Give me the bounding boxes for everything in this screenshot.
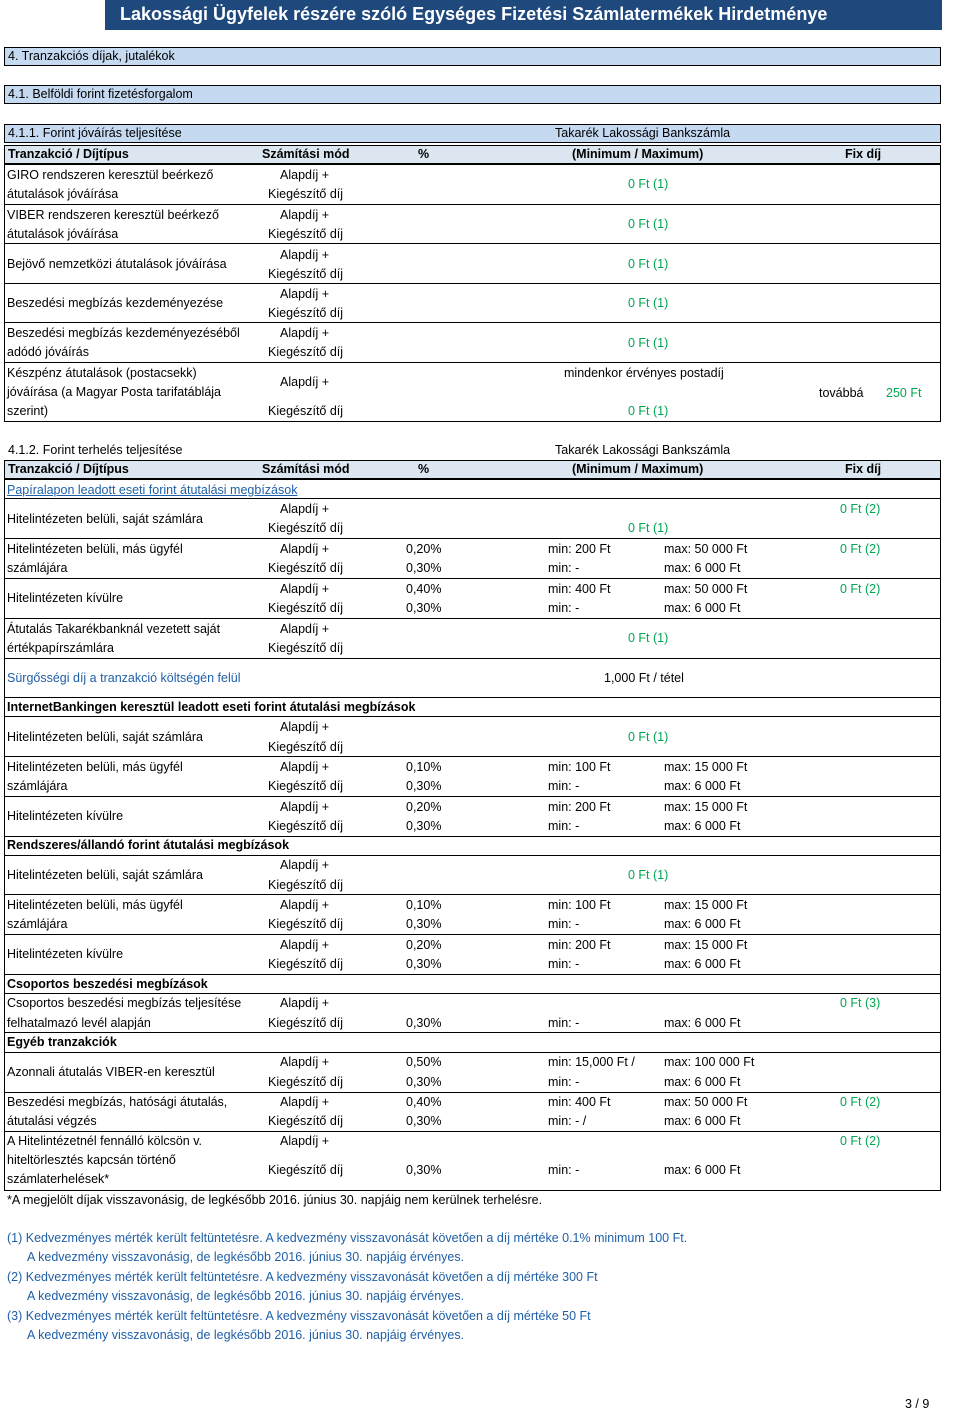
fee-value: 0 Ft (1) (628, 177, 669, 191)
max-value: max: 15 000 Ft (664, 938, 748, 952)
base-label: Alapdíj + (280, 248, 329, 262)
row-divider (4, 322, 941, 323)
st-outside-label: Hitelintézeten kívülre (7, 947, 124, 961)
base-label: Alapdíj + (280, 800, 329, 814)
row-divider (4, 538, 941, 539)
max-value: max: 6 000 Ft (664, 1016, 741, 1030)
note-3-validity: A kedvezmény visszavonásig, de legkésőbb 2016. június 30. napjáig érvényes. (27, 1328, 465, 1342)
extra-label: Kiegészítő díj (268, 227, 344, 241)
footnote-star: *A megjelölt díjak visszavonásig, de legkésőbb 2016. június 30. napjáig nem kerülnek terhelésre. (7, 1193, 543, 1207)
row-divider (4, 697, 941, 698)
paper-outside-label: Hitelintézeten kívülre (7, 591, 124, 605)
t1-r5-label-1: Beszedési megbízás kezdeményezéséből (7, 326, 240, 340)
ib-section-title: InternetBankingen keresztül leadott eseti forint átutalási megbízások (7, 700, 416, 714)
row-divider (4, 993, 941, 994)
col-method: Számítási mód (262, 147, 350, 161)
min-value: min: - / (548, 1114, 587, 1128)
pct-value: 0,10% (406, 760, 442, 774)
urgent-label: Sürgősségi díj a tranzakció költségén felül (7, 671, 241, 685)
max-value: max: 100 000 Ft (664, 1055, 755, 1069)
col-fix: Fix díj (845, 147, 882, 161)
max-value: max: 15 000 Ft (664, 898, 748, 912)
pct-value: 0,30% (406, 1114, 442, 1128)
min-value: min: 400 Ft (548, 582, 611, 596)
pct-value: 0,20% (406, 938, 442, 952)
section-4-title: 4. Tranzakciós díjak, jutalékok (8, 49, 175, 63)
section-41-title: 4.1. Belföldi forint fizetésforgalom (8, 87, 193, 101)
t1-r1-label-2: átutalások jóváírása (7, 187, 119, 201)
base-label: Alapdíj + (280, 582, 329, 596)
min-value: min: 200 Ft (548, 938, 611, 952)
min-value: min: 400 Ft (548, 1095, 611, 1109)
row-divider (4, 618, 941, 619)
pct-value: 0,40% (406, 1095, 442, 1109)
t1-r6-label-1: Készpénz átutalások (postacsekk) (7, 366, 197, 380)
max-value: max: 50 000 Ft (664, 582, 748, 596)
t1-r6-label-2: jóváírása (a Magyar Posta tarifatáblája (7, 385, 221, 399)
fee-value: 0 Ft (1) (628, 521, 669, 535)
postage-note: mindenkor érvényes postadíj (564, 366, 724, 380)
table2-header-bar (4, 460, 941, 479)
st-other-label-2: számlájára (7, 917, 68, 931)
extra-label: Kiegészítő díj (268, 561, 344, 575)
extra-label: Kiegészítő díj (268, 779, 344, 793)
pct-value: 0,30% (406, 561, 442, 575)
pct-value: 0,30% (406, 957, 442, 971)
col-pct: % (418, 147, 430, 161)
base-label: Alapdíj + (280, 1134, 329, 1148)
base-label: Alapdíj + (280, 375, 329, 389)
fix-fee: 0 Ft (2) (840, 502, 881, 516)
note-1-validity: A kedvezmény visszavonásig, de legkésőbb 2016. június 30. napjáig érvényes. (27, 1250, 465, 1264)
t1-r3-label: Bejövő nemzetközi átutalások jóváírása (7, 257, 227, 271)
max-value: max: 6 000 Ft (664, 1163, 741, 1177)
extra-label: Kiegészítő díj (268, 878, 344, 892)
row-divider (4, 1092, 941, 1093)
page-number: 3 / 9 (905, 1397, 930, 1411)
page-title: Lakossági Ügyfelek részére szóló Egységes Fizetési Számlatermékek Hirdetménye (120, 4, 828, 24)
min-value: min: - (548, 601, 580, 615)
base-label: Alapdíj + (280, 622, 329, 636)
max-value: max: 6 000 Ft (664, 1114, 741, 1128)
col-pct: % (418, 462, 430, 476)
extra-label: Kiegészítő díj (268, 957, 344, 971)
securities-label-2: értékpapírszámlára (7, 641, 114, 655)
base-label: Alapdíj + (280, 287, 329, 301)
fee-value: 0 Ft (1) (628, 868, 669, 882)
row-divider (4, 756, 941, 757)
col-method: Számítási mód (262, 462, 350, 476)
ib-other-label-2: számlájára (7, 779, 68, 793)
min-value: min: - (548, 1075, 580, 1089)
row-divider (4, 855, 941, 856)
extra-label: Kiegészítő díj (268, 521, 344, 535)
fix-fee: 250 Ft (886, 386, 922, 400)
fee-value: 0 Ft (1) (628, 336, 669, 350)
col-minmax: (Minimum / Maximum) (572, 462, 704, 476)
max-value: max: 50 000 Ft (664, 1095, 748, 1109)
note-2-validity: A kedvezmény visszavonásig, de legkésőbb 2016. június 30. napjáig érvényes. (27, 1289, 465, 1303)
base-label: Alapdíj + (280, 1095, 329, 1109)
min-value: min: 15,000 Ft / (548, 1055, 635, 1069)
fix-fee: 0 Ft (2) (840, 542, 881, 556)
fee-value: 0 Ft (1) (628, 730, 669, 744)
standing-section-title: Rendszeres/állandó forint átutalási megbízások (7, 838, 290, 852)
pct-value: 0,30% (406, 819, 442, 833)
extra-label: Kiegészítő díj (268, 345, 344, 359)
fee-value: 0 Ft (1) (628, 257, 669, 271)
row-divider (4, 836, 941, 837)
row-divider (4, 974, 941, 975)
row-divider (4, 658, 941, 659)
table2-title: 4.1.2. Forint terhelés teljesítése (8, 443, 183, 457)
row-divider (4, 1032, 941, 1033)
row-divider (4, 578, 941, 579)
table2-product: Takarék Lakossági Bankszámla (555, 443, 731, 457)
st-other-label-1: Hitelintézeten belüli, más ügyfél (7, 898, 183, 912)
col-type: Tranzakció / Díjtípus (8, 462, 129, 476)
col-minmax: (Minimum / Maximum) (572, 147, 704, 161)
loan-label-1: A Hitelintézetnél fennálló kölcsön v. (7, 1134, 203, 1148)
ib-outside-label: Hitelintézeten kívülre (7, 809, 124, 823)
max-value: max: 6 000 Ft (664, 601, 741, 615)
min-value: min: - (548, 917, 580, 931)
pct-value: 0,20% (406, 800, 442, 814)
max-value: max: 15 000 Ft (664, 800, 748, 814)
paper-section-title: Papíralapon leadott eseti forint átutalási megbízások (7, 483, 298, 497)
direct-label-2: átutalási végzés (7, 1114, 97, 1128)
row-divider (4, 796, 941, 797)
row-divider (4, 1131, 941, 1132)
max-value: max: 6 000 Ft (664, 917, 741, 931)
base-label: Alapdíj + (280, 858, 329, 872)
note-1: (1) Kedvezményes mérték került feltüntetésre. A kedvezmény visszavonását követően a díj mértéke 0.1% minimum 100 Ft. (7, 1231, 688, 1245)
pct-value: 0,30% (406, 917, 442, 931)
pct-value: 0,10% (406, 898, 442, 912)
tovabba-text: továbbá (819, 386, 864, 400)
base-label: Alapdíj + (280, 898, 329, 912)
pct-value: 0,30% (406, 779, 442, 793)
pct-value: 0,30% (406, 1016, 442, 1030)
base-label: Alapdíj + (280, 938, 329, 952)
table1-body (4, 164, 941, 422)
row-divider (4, 934, 941, 935)
row-divider (4, 283, 941, 284)
row-divider (4, 243, 941, 244)
note-2: (2) Kedvezményes mérték került feltüntetésre. A kedvezmény visszavonását követően a díj mértéke 300 Ft (7, 1270, 598, 1284)
st-own-label: Hitelintézeten belüli, saját számlára (7, 868, 203, 882)
min-value: min: - (548, 561, 580, 575)
base-label: Alapdíj + (280, 720, 329, 734)
col-fix: Fix díj (845, 462, 882, 476)
table1-header-bar (4, 145, 941, 164)
pct-value: 0,50% (406, 1055, 442, 1069)
t1-r1-label-1: GIRO rendszeren keresztül beérkező (7, 168, 214, 182)
max-value: max: 6 000 Ft (664, 819, 741, 833)
pct-value: 0,30% (406, 1075, 442, 1089)
base-label: Alapdíj + (280, 1055, 329, 1069)
extra-label: Kiegészítő díj (268, 917, 344, 931)
paper-own-label: Hitelintézeten belüli, saját számlára (7, 512, 203, 526)
min-value: min: - (548, 1163, 580, 1177)
fee-value: 0 Ft (1) (628, 404, 669, 418)
pct-value: 0,30% (406, 1163, 442, 1177)
ib-other-label-1: Hitelintézeten belüli, más ügyfél (7, 760, 183, 774)
extra-label: Kiegészítő díj (268, 740, 344, 754)
fix-fee: 0 Ft (2) (840, 582, 881, 596)
t1-r6-label-3: szerint) (7, 404, 48, 418)
base-label: Alapdíj + (280, 208, 329, 222)
group-label-2: felhatalmazó levél alapján (7, 1016, 151, 1030)
group-label-1: Csoportos beszedési megbízás teljesítése (7, 996, 242, 1010)
row-divider (4, 204, 941, 205)
min-value: min: 100 Ft (548, 898, 611, 912)
paper-other-label-2: számlájára (7, 561, 68, 575)
securities-label-1: Átutalás Takarékbanknál vezetett saját (7, 622, 221, 636)
extra-label: Kiegészítő díj (268, 306, 344, 320)
min-value: min: 100 Ft (548, 760, 611, 774)
min-value: min: 200 Ft (548, 800, 611, 814)
base-label: Alapdíj + (280, 996, 329, 1010)
t1-r2-label-2: átutalások jóváírása (7, 227, 119, 241)
extra-label: Kiegészítő díj (268, 1163, 344, 1177)
row-divider (4, 498, 941, 499)
min-value: min: 200 Ft (548, 542, 611, 556)
loan-label-3: számlaterhelések* (7, 1172, 110, 1186)
max-value: max: 6 000 Ft (664, 1075, 741, 1089)
t1-r2-label-1: VIBER rendszeren keresztül beérkező (7, 208, 219, 222)
extra-label: Kiegészítő díj (268, 1075, 344, 1089)
extra-label: Kiegészítő díj (268, 819, 344, 833)
extra-label: Kiegészítő díj (268, 1114, 344, 1128)
note-3: (3) Kedvezményes mérték került feltüntetésre. A kedvezmény visszavonását követően a díj mértéke 50 Ft (7, 1309, 591, 1323)
min-value: min: - (548, 819, 580, 833)
table2-body (4, 479, 941, 1191)
t1-r4-label: Beszedési megbízás kezdeményezése (7, 296, 224, 310)
group-section-title: Csoportos beszedési megbízások (7, 977, 208, 991)
other-section-title: Egyéb tranzakciók (7, 1035, 117, 1049)
fix-fee: 0 Ft (2) (840, 1134, 881, 1148)
base-label: Alapdíj + (280, 326, 329, 340)
base-label: Alapdíj + (280, 760, 329, 774)
max-value: max: 15 000 Ft (664, 760, 748, 774)
fix-fee: 0 Ft (3) (840, 996, 881, 1010)
row-divider (4, 894, 941, 895)
row-divider (4, 362, 941, 363)
table1-product: Takarék Lakossági Bankszámla (555, 126, 731, 140)
urgent-fee: 1,000 Ft / tétel (604, 671, 684, 685)
loan-label-2: hiteltörlesztés kapcsán történő (7, 1153, 176, 1167)
fee-value: 0 Ft (1) (628, 217, 669, 231)
base-label: Alapdíj + (280, 542, 329, 556)
pct-value: 0,20% (406, 542, 442, 556)
extra-label: Kiegészítő díj (268, 1016, 344, 1030)
base-label: Alapdíj + (280, 168, 329, 182)
fee-value: 0 Ft (1) (628, 631, 669, 645)
extra-label: Kiegészítő díj (268, 267, 344, 281)
col-type: Tranzakció / Díjtípus (8, 147, 129, 161)
max-value: max: 50 000 Ft (664, 542, 748, 556)
fix-fee: 0 Ft (2) (840, 1095, 881, 1109)
max-value: max: 6 000 Ft (664, 779, 741, 793)
t1-r5-label-2: adódó jóváírás (7, 345, 90, 359)
viber-label: Azonnali átutalás VIBER-en keresztül (7, 1065, 215, 1079)
min-value: min: - (548, 779, 580, 793)
max-value: max: 6 000 Ft (664, 561, 741, 575)
min-value: min: - (548, 957, 580, 971)
min-value: min: - (548, 1016, 580, 1030)
row-divider (4, 1052, 941, 1053)
extra-label: Kiegészítő díj (268, 601, 344, 615)
base-label: Alapdíj + (280, 502, 329, 516)
max-value: max: 6 000 Ft (664, 957, 741, 971)
ib-own-label: Hitelintézeten belüli, saját számlára (7, 730, 203, 744)
extra-label: Kiegészítő díj (268, 641, 344, 655)
table1-title: 4.1.1. Forint jóváírás teljesítése (8, 126, 182, 140)
direct-label-1: Beszedési megbízás, hatósági átutalás, (7, 1095, 228, 1109)
row-divider (4, 716, 941, 717)
paper-other-label-1: Hitelintézeten belüli, más ügyfél (7, 542, 183, 556)
extra-label: Kiegészítő díj (268, 404, 344, 418)
fee-value: 0 Ft (1) (628, 296, 669, 310)
pct-value: 0,40% (406, 582, 442, 596)
extra-label: Kiegészítő díj (268, 187, 344, 201)
pct-value: 0,30% (406, 601, 442, 615)
